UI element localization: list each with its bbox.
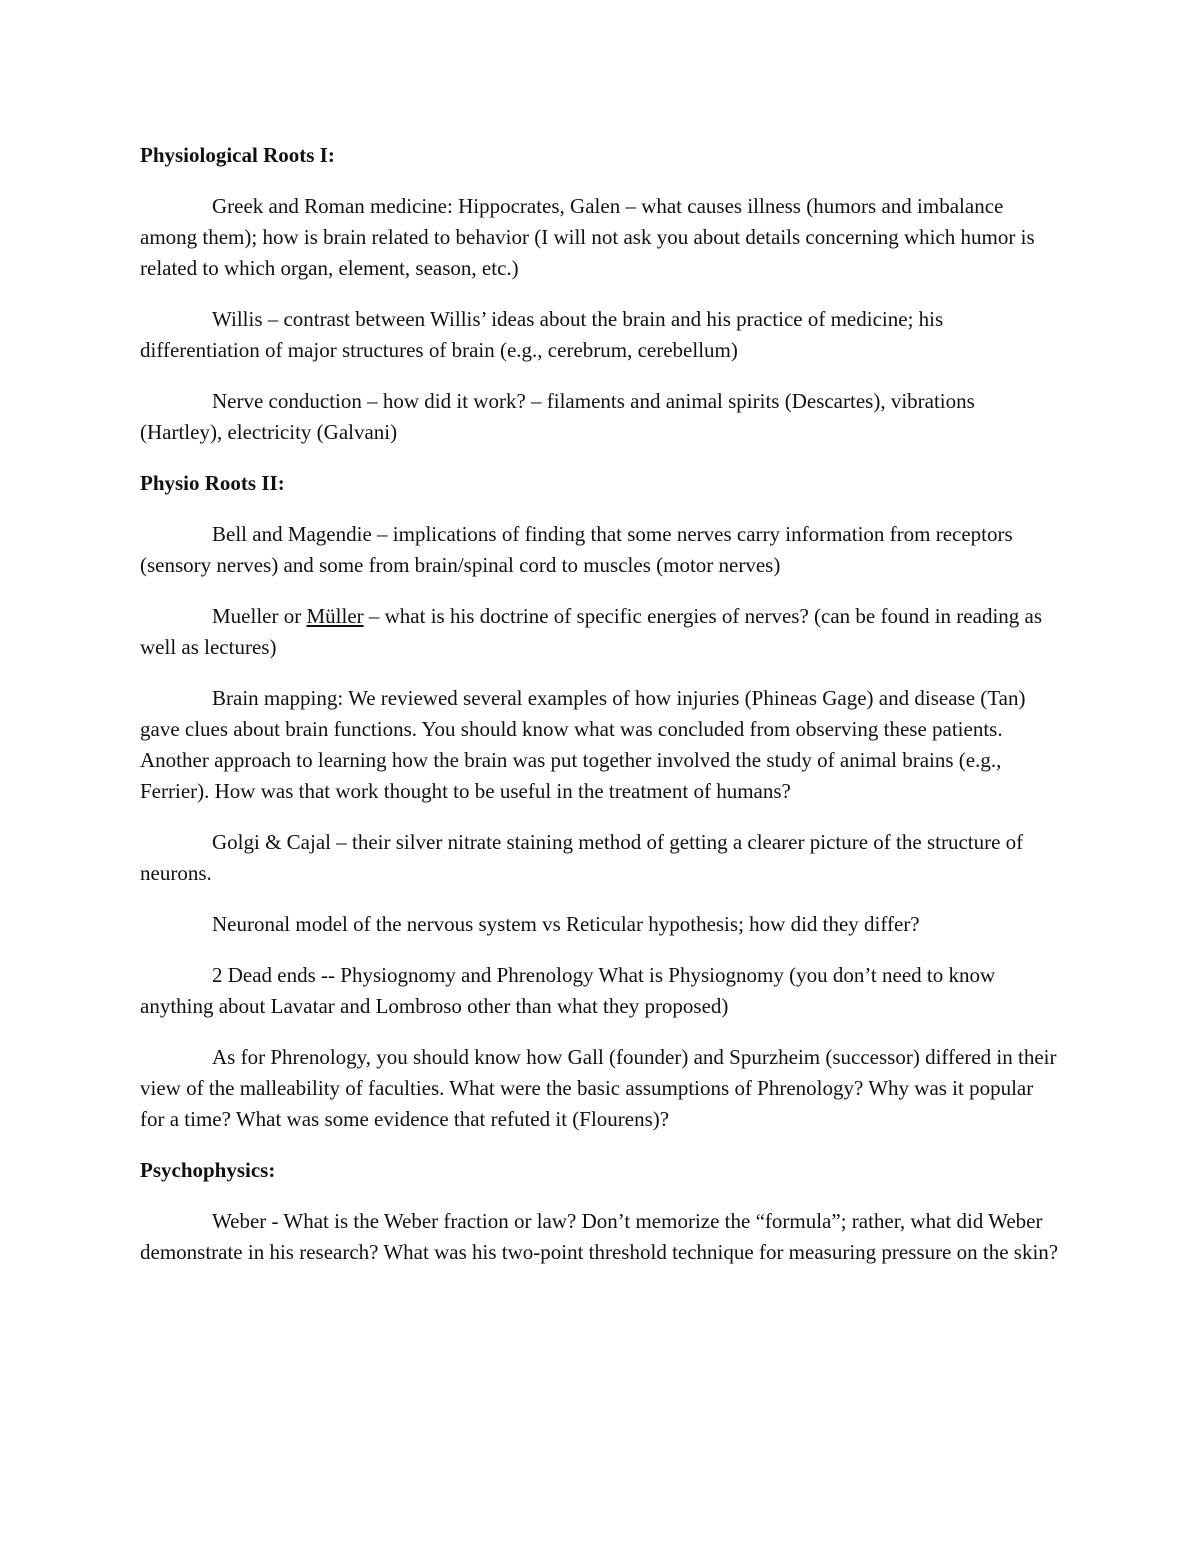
paragraph-golgi-cajal: Golgi & Cajal – their silver nitrate staining method of getting a clearer picture of the structure of neurons.	[140, 830, 1024, 885]
section-heading-physio-roots-2: Physio Roots II:	[140, 471, 285, 495]
paragraph-weber: Weber - What is the Weber fraction or law? Don’t memorize the “formula”; rather, what did Weber demonstrate in his research? What was his two-point threshold technique for measuring pressure on the skin?	[140, 1209, 1059, 1264]
mueller-text-post: – what is his doctrine of specific energies of nerves? (can be found in reading as well as lectures)	[140, 604, 1043, 659]
section-heading-physiological-roots-1: Physiological Roots I:	[140, 143, 335, 167]
mueller-text-pre: Mueller or	[212, 604, 307, 628]
paragraph-neuronal-model: Neuronal model of the nervous system vs Reticular hypothesis; how did they differ?	[212, 912, 920, 936]
mueller-underlined-name: Müller	[306, 604, 364, 628]
paragraph-dead-ends: 2 Dead ends -- Physiognomy and Phrenology What is Physiognomy (you don’t need to know anything about Lavatar and Lombroso other than what they proposed)	[140, 963, 996, 1018]
paragraph-brain-mapping: Brain mapping: We reviewed several examples of how injuries (Phineas Gage) and disease (Tan) gave clues about brain functions. You should know what was concluded from observing these patients. Another approach to learning how the brain was put together involved the study of animal brains (e.g., Ferrier). How was that work thought to be useful in the treatment of humans?	[140, 686, 1026, 803]
paragraph-phrenology: As for Phrenology, you should know how Gall (founder) and Spurzheim (successor) differed in their view of the malleability of faculties. What were the basic assumptions of Phrenology? Why was it popular for a time? What was some evidence that refuted it (Flourens)?	[140, 1045, 1057, 1131]
document-page	[140, 140, 1060, 1288]
paragraph-nerve-conduction: Nerve conduction – how did it work? – filaments and animal spirits (Descartes), vibrations (Hartley), electricity (Galvani)	[140, 389, 975, 444]
paragraph-mueller	[140, 601, 1060, 663]
paragraph-bell-magendie: Bell and Magendie – implications of finding that some nerves carry information from receptors (sensory nerves) and some from brain/spinal cord to muscles (motor nerves)	[140, 522, 1013, 577]
paragraph-willis: Willis – contrast between Willis’ ideas about the brain and his practice of medicine; his differentiation of major structures of brain (e.g., cerebrum, cerebellum)	[140, 307, 944, 362]
section-heading-psychophysics: Psychophysics:	[140, 1158, 276, 1182]
paragraph-greek-roman-medicine: Greek and Roman medicine: Hippocrates, Galen – what causes illness (humors and imbalance among them); how is brain related to behavior (I will not ask you about details concerning which humor is related to which organ, element, season, etc.)	[140, 194, 1035, 280]
